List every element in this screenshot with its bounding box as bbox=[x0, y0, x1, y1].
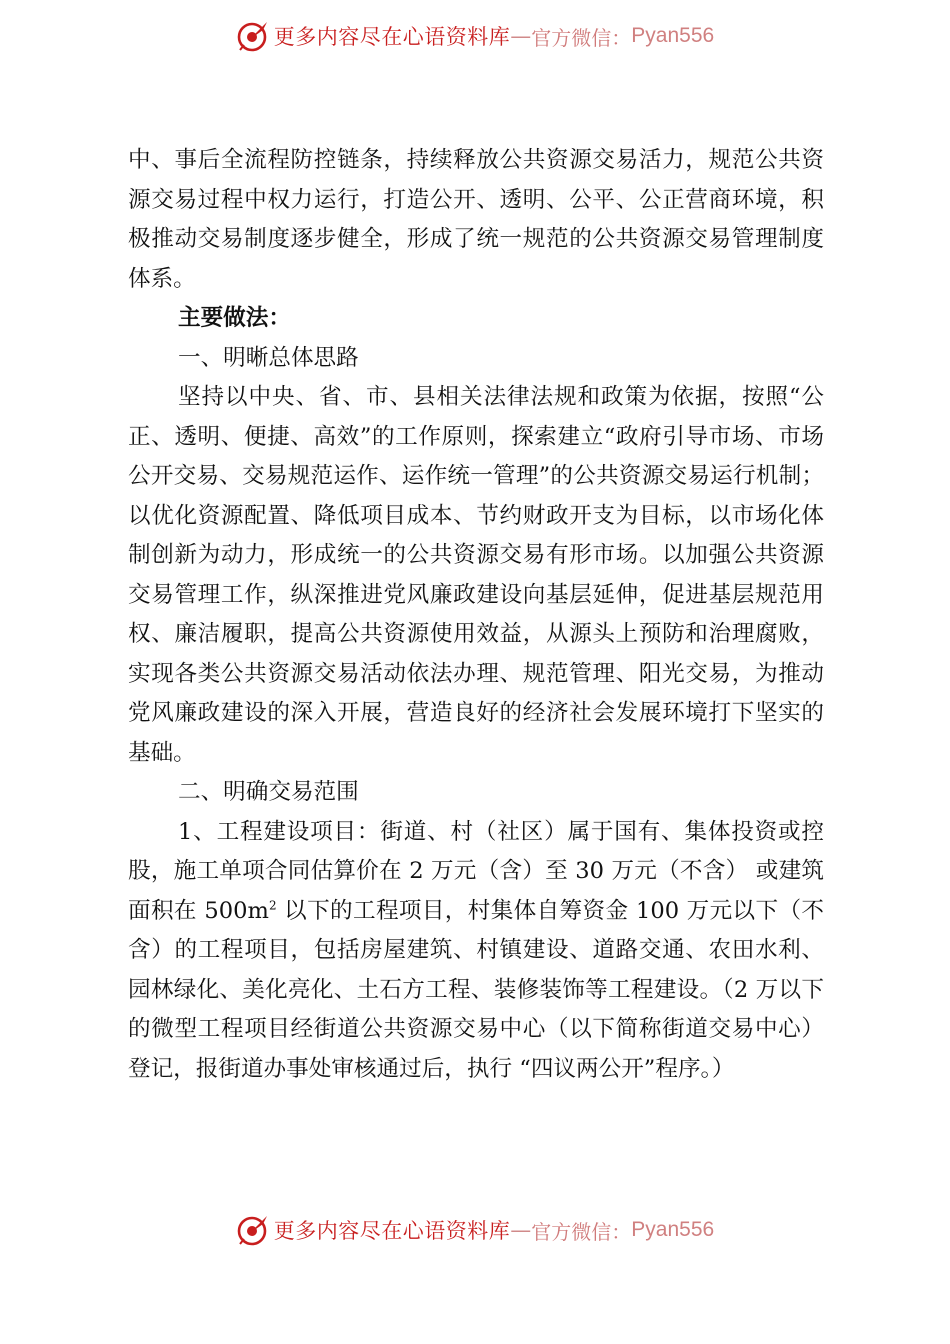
heading-section-2: 二、明确交易范围 bbox=[178, 779, 359, 805]
footer-separator: — bbox=[510, 1218, 532, 1242]
header-slogan: 更多内容尽在心语资料库 bbox=[273, 25, 511, 49]
paragraph-intro: 中、事后全流程防控链条，持续释放公共资源交易活力，规范公共资源交易过程中权力运行，打造公开、透明、公平、公正营商环境，积极推动交易制度逐步健全，形成了统一规范的公共资源交易管理制度体系。 bbox=[128, 147, 824, 292]
footer-banner bbox=[0, 1208, 950, 1252]
paragraph-section-2-item-1 bbox=[128, 813, 824, 1090]
quill-logo-icon bbox=[236, 1213, 270, 1247]
heading-section-1: 一、明晰总体思路 bbox=[178, 344, 359, 371]
paragraph-part-a: 1、工程建设项目：街道、村（社区）属于国有、集体投资或控股，施工单项合同估算价在 2 万元（含）至 30 万元（不含） 或建筑面积在 500m bbox=[128, 818, 824, 924]
header-wechat-id: Pyan556 bbox=[631, 24, 715, 47]
header-wechat-label: 官方微信： bbox=[531, 25, 632, 50]
paragraph-part-b: 以下的工程项目，村集体自筹资金 100 万元以下（不含）的工程项目，包括房屋建筑、村镇建设、道路交通、农田水利、园林绿化、美化亮化、土石方工程、装修装饰等工程建设。（2 万以下的微型工程项目经街道公共资源交易中心（以下简称街道交易中心）登记，报街道办事处审核通过后，执行 “四议两公开”程序。） bbox=[128, 897, 824, 1082]
paragraph-section-1: 坚持以中央、省、市、县相关法律法规和政策为依据，按照“公正、透明、便捷、高效”的工作原则，探索建立“政府引导市场、市场公开交易、交易规范运作、运作统一管理”的公共资源交易运行机制；以优化资源配置、降低项目成本、节约财政开支为目标，以市场化体制创新为动力，形成统一的公共资源交易有形市场。以加强公共资源交易管理工作，纵深推进党风廉政建设向基层延伸，促进基层规范用权、廉洁履职，提高公共资源使用效益，从源头上预防和治理腐败，实现各类公共资源交易活动依法办理、规范管理、阳光交易，为推动党风廉政建设的深入开展，营造良好的经济社会发展环境打下坚实的基础。 bbox=[128, 384, 824, 766]
header-banner bbox=[0, 14, 950, 58]
superscript: 2 bbox=[268, 897, 277, 912]
header-separator: — bbox=[510, 24, 532, 48]
footer-wechat-id: Pyan556 bbox=[631, 1218, 715, 1241]
quill-logo-icon bbox=[236, 19, 270, 53]
document-body bbox=[128, 141, 824, 1089]
footer-slogan: 更多内容尽在心语资料库 bbox=[273, 1219, 511, 1243]
heading-main-practices: 主要做法： bbox=[178, 305, 291, 331]
footer-wechat-label: 官方微信： bbox=[531, 1219, 632, 1244]
